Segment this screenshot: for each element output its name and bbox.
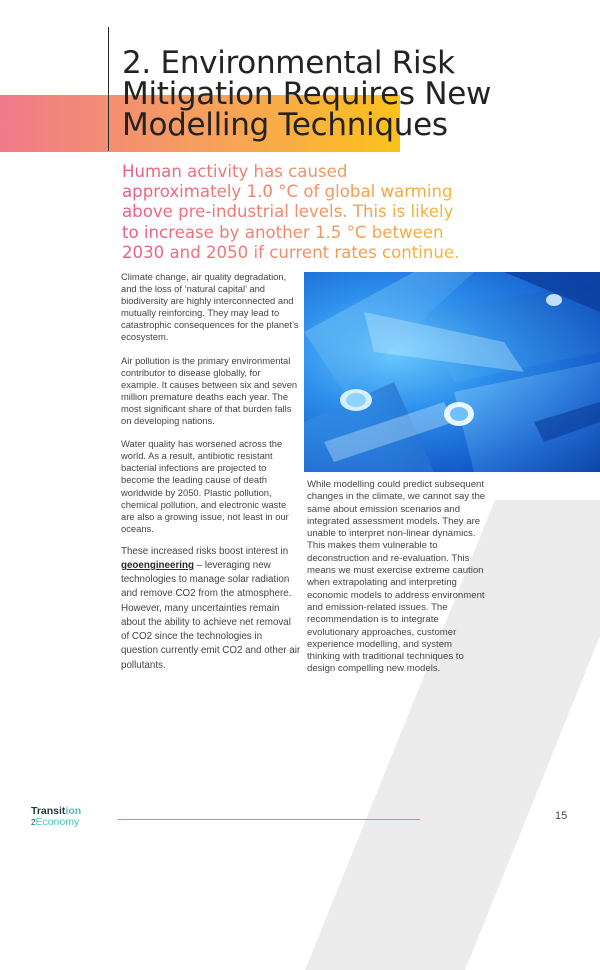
left-column (121, 271, 301, 684)
footer-divider (118, 819, 420, 820)
text-span: These increased risks boost interest in (121, 545, 289, 557)
title-line: 2. Environmental Risk (122, 45, 455, 81)
logo-line-2 (31, 817, 101, 828)
logo-text: Transit (31, 805, 66, 817)
paragraph-geoengineering (121, 545, 301, 673)
logo-number: 2 (31, 818, 36, 827)
title-rule (108, 27, 109, 151)
logo-text: ion (65, 805, 82, 817)
logo-text: Economy (35, 816, 80, 828)
plastic-bottles-photo (304, 272, 600, 472)
intro-line: to increase by another 1.5 °C between (122, 222, 444, 242)
intro-line: 2030 and 2050 if current rates continue. (122, 242, 460, 262)
title-line: Mitigation Requires New (122, 76, 492, 112)
paragraph-water-quality: Water quality has worsened across the world. As a result, antibiotic resistant bacterial infections are projected to become the leading cause of death worldwide by 2050. Plastic pollution, chemical pollution, and electronic waste are also a growing issue, not least in our oceans. (121, 438, 289, 534)
text-span: – leveraging new technologies to manage solar radiation and remove CO2 from the atmosphere. However, many uncertainties remain about the ability to achieve net removal of CO2 since the technologies in question currently emit CO2 and other air pollutants. (121, 560, 301, 671)
paragraph-climate: Climate change, air quality degradation, and the loss of ‘natural capital’ and biodiversity are highly interconnected and mutually reinforcing. They may lead to catastrophic consequences for the planet’s ecosystem. (121, 271, 299, 343)
geoengineering-link[interactable]: geoengineering (121, 560, 194, 572)
page-title (122, 45, 562, 143)
transition-economy-logo (31, 806, 101, 830)
intro-line: approximately 1.0 °C of global warming (122, 182, 453, 202)
page-number: 15 (555, 810, 568, 822)
bottles-illustration (304, 272, 600, 472)
intro-line: above pre-industrial levels. This is likely (122, 202, 454, 222)
paragraph-air-pollution: Air pollution is the primary environmental contributor to disease globally, for example. It causes between six and seven million premature deaths each year. The most significant share of that burden falls on developing nations. (121, 354, 298, 427)
paragraph-modelling: While modelling could predict subsequent changes in the climate, we cannot say the same about emission scenarios and integrated assessment models. They are unable to interpret non-linear dynamics. This makes them vulnerable to deconstruction and re-evaluation. This means we must exercise extreme caution when extrapolating and interpreting economic models to address environment and emission-related issues. The recommendation is to integrate evolutionary approaches, customer experience modelling, and system thinking with traditional techniques to design compelling new models. (307, 479, 486, 675)
intro-line: Human activity has caused (122, 162, 348, 181)
title-line: Modelling Techniques (122, 107, 448, 143)
intro-highlight (122, 162, 492, 263)
